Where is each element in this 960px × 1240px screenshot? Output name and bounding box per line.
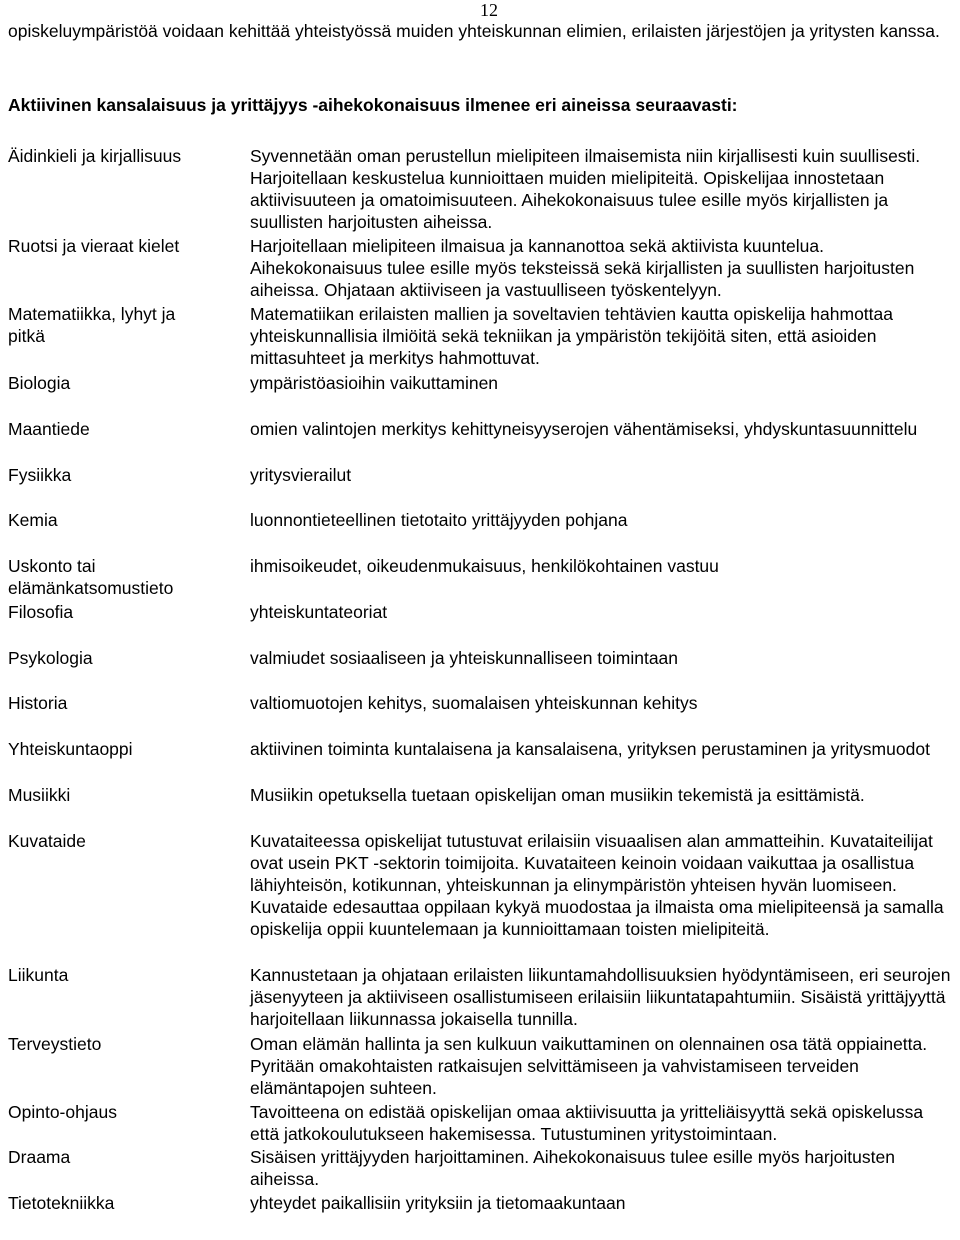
subject-description: Tavoitteena on edistää opiskelijan omaa aktiivisuutta ja yritteliäisyyttä sekä opiskelussa että jatkokoulutukseen hakemisessa. Tutustuminen yritystoimintaan. [250,1102,924,1144]
subject-label: Äidinkieli ja kirjallisuus [8,146,182,166]
subject-label: Tietotekniikka [8,1193,115,1213]
subject-description: Syvennetään oman perustellun mielipiteen ilmaisemista niin kirjallisesti kuin suullisesti. Harjoitellaan keskustelua kunnioittaen muiden mielipiteitä. Opiskelijaa innostetaan aktiivisuuteen ja omatoimisuuteen. Aihekokonaisuus tulee esille myös kirjallisten ja suullisten harjoitusten aiheissa. [250,146,921,232]
subject-description: ympäristöasioihin vaikuttaminen [250,373,499,393]
subject-description: Harjoitellaan mielipiteen ilmaisua ja kannanottoa sekä aktiivista kuuntelua. Aihekokonaisuus tulee esille myös teksteissä sekä kirjallisten ja suullisten harjoitusten aiheissa. Ohjataan aktiiviseen ja vastuulliseen työskentelyyn. [250,236,915,300]
subject-label: Historia [8,693,68,713]
subject-label: Kemia [8,510,58,530]
subject-description: Kuvataiteessa opiskelijat tutustuvat erilaisiin visuaalisen alan ammatteihin. Kuvataiteilijat ovat usein PKT -sektorin toimijoita. Kuvataiteen keinoin voidaan vaikuttaa ja osallistua lähiyhteisön, kotikunnan, yhteiskunnan ja elinympäristön yhteisen hyvän luomiseen. Kuvataide edesauttaa oppilaan kykyä muodostaa ja ilmaista oma mielipiteensä ja samalla opiskelija oppii kuuntelemaan ja kunnioittamaan toisten mielipiteitä. [250,831,944,939]
subject-label: Filosofia [8,602,74,622]
subject-label: Biologia [8,373,71,393]
subject-description: ihmisoikeudet, oikeudenmukaisuus, henkilökohtainen vastuu [250,556,719,576]
subject-description: omien valintojen merkitys kehittyneisyyserojen vähentämiseksi, yhdyskuntasuunnittelu [250,419,918,439]
subject-label: Psykologia [8,648,93,668]
subject-description: Matematiikan erilaisten mallien ja soveltavien tehtävien kautta opiskelija hahmottaa yhteiskunnallisia ilmiöitä sekä tekniikan ja ympäristön tekijöitä siten, että asioiden mittasuhteet ja merkitys hahmottuvat. [250,304,893,368]
subject-label: Uskonto tai elämänkatsomustieto [8,556,174,598]
section-heading: Aktiivinen kansalaisuus ja yrittäjyys -aihekokonaisuus ilmenee eri aineissa seuraavasti: [8,95,738,115]
subject-label: Draama [8,1147,71,1167]
subject-description: luonnontieteellinen tietotaito yrittäjyyden pohjana [250,510,628,530]
subject-label: Matematiikka, lyhyt ja pitkä [8,304,176,346]
subject-description: Sisäisen yrittäjyyden harjoittaminen. Aihekokonaisuus tulee esille myös harjoitusten aiheissa. [250,1147,895,1189]
subject-label: Terveystieto [8,1034,102,1054]
subject-description: valmiudet sosiaaliseen ja yhteiskunnalliseen toimintaan [250,648,679,668]
intro-paragraph: opiskeluympäristöä voidaan kehittää yhteistyössä muiden yhteiskunnan elimien, erilaisten järjestöjen ja yritysten kanssa. [8,21,940,41]
subject-label: Opinto-ohjaus [8,1102,117,1122]
subject-description: Oman elämän hallinta ja sen kulkuun vaikuttaminen on olennainen osa tätä oppiainetta. Pyritään omakohtaisten ratkaisujen selvittämiseen ja vahvistamiseen terveiden elämäntapojen suhteen. [250,1034,928,1098]
subject-description: yritysvierailut [250,465,352,485]
subject-description: yhteydet paikallisiin yrityksiin ja tietomaakuntaan [250,1193,626,1213]
subject-label: Musiikki [8,785,71,805]
subject-description: Musiikin opetuksella tuetaan opiskelijan oman musiikin tekemistä ja esittämistä. [250,785,865,805]
subject-description: valtiomuotojen kehitys, suomalaisen yhteiskunnan kehitys [250,693,698,713]
page-number: 12 [480,0,498,20]
subject-description: yhteiskuntateoriat [250,602,388,622]
subject-description: aktiivinen toiminta kuntalaisena ja kansalaisena, yrityksen perustaminen ja yritysmuodot [250,739,930,759]
subject-label: Kuvataide [8,831,86,851]
subject-label: Fysiikka [8,465,72,485]
subject-label: Yhteiskuntaoppi [8,739,133,759]
subject-label: Maantiede [8,419,90,439]
subject-description: Kannustetaan ja ohjataan erilaisten liikuntamahdollisuuksien hyödyntämiseen, eri seurojen jäsenyyteen ja aktiiviseen osallistumiseen erilaisiin liikuntatapahtumiin. Sisäistä yrittäjyyttä harjoitellaan liikunnassa jokaisella tunnilla. [250,965,951,1029]
subject-label: Liikunta [8,965,69,985]
subject-label: Ruotsi ja vieraat kielet [8,236,180,256]
